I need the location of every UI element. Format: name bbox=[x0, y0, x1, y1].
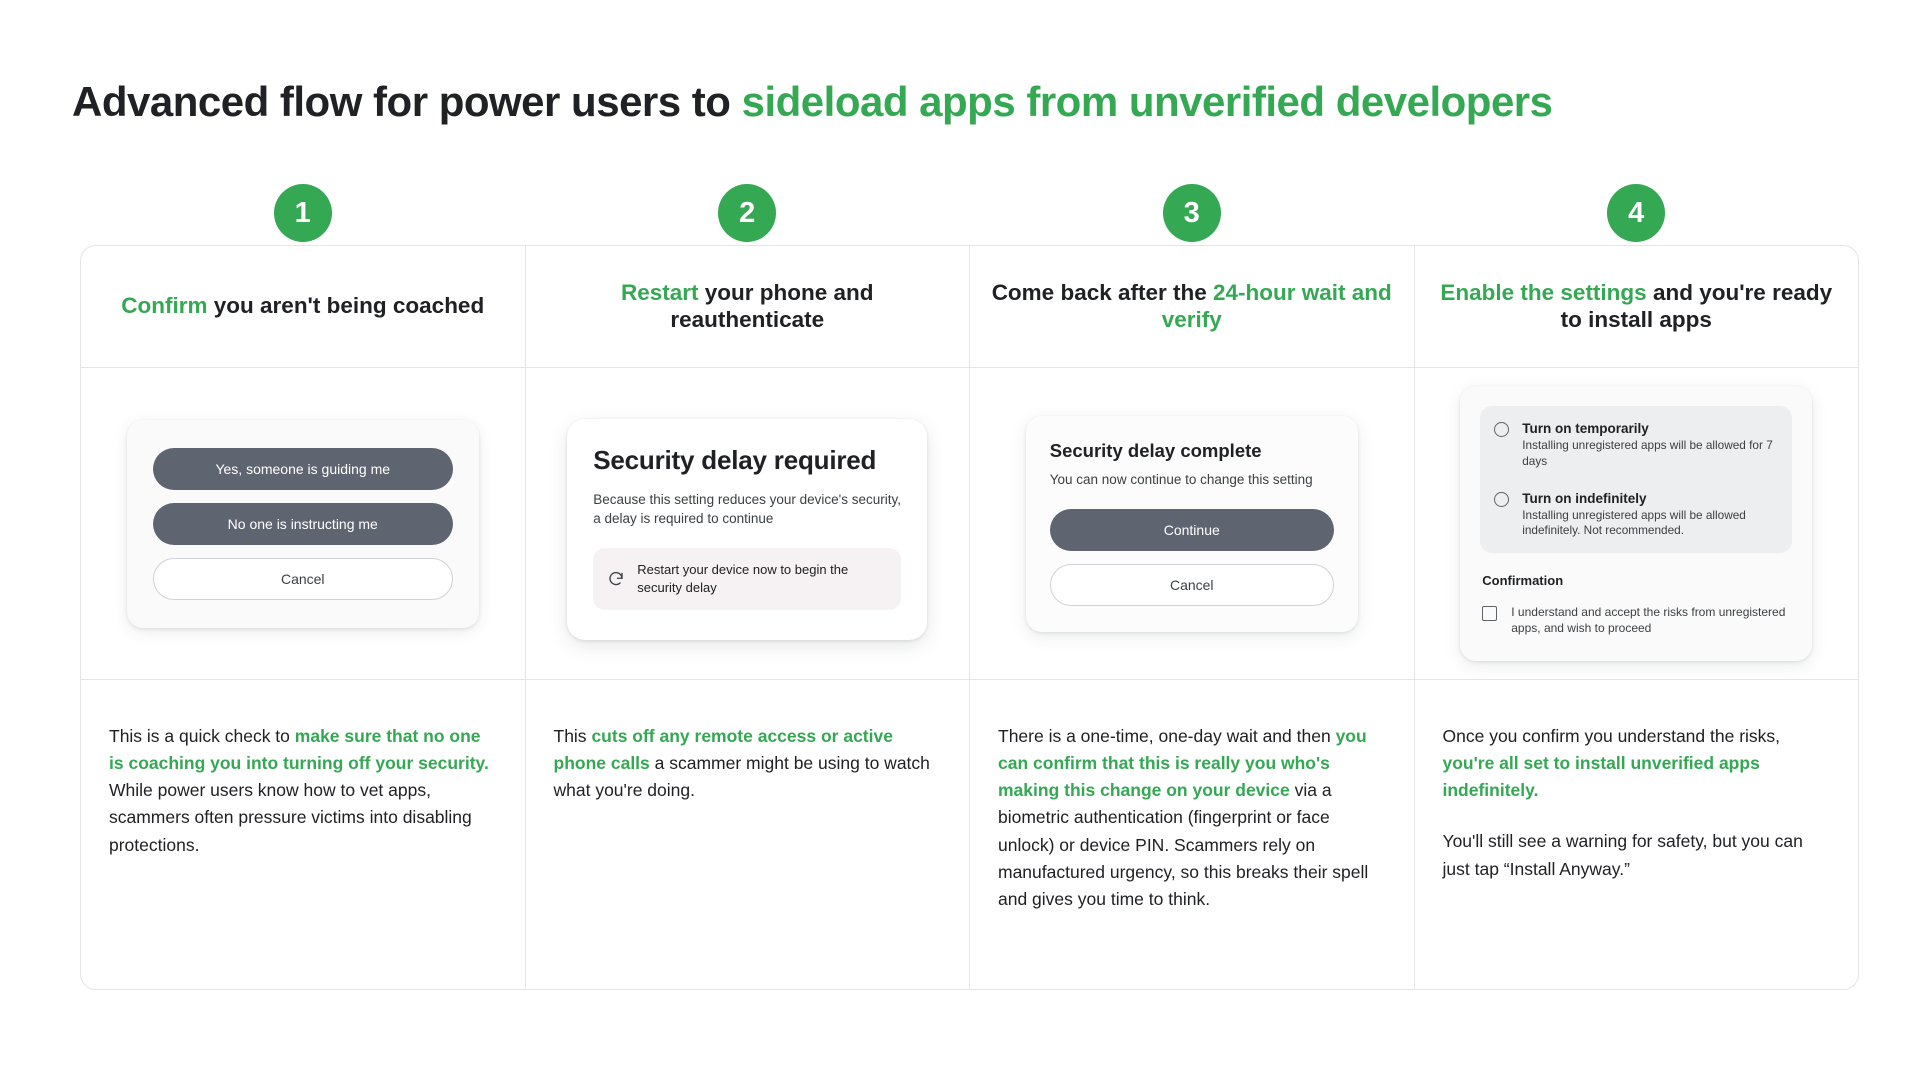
step-heading-1-green: Confirm bbox=[121, 293, 208, 319]
step-description-4 bbox=[1415, 680, 1859, 989]
radio-option-turn-on-temporarily[interactable] bbox=[1480, 410, 1792, 479]
step-heading-3-green: 24-hour wait and verify bbox=[1161, 279, 1392, 332]
step-column-2 bbox=[526, 196, 971, 989]
radio-option-title: Turn on indefinitely bbox=[1522, 490, 1647, 506]
install-settings-sheet bbox=[1460, 386, 1812, 660]
desc-seg: This is a quick check to bbox=[109, 726, 295, 746]
radio-circle-icon bbox=[1494, 422, 1509, 437]
step-heading-4 bbox=[1415, 246, 1859, 368]
step-heading-1-rest: you aren't being coached bbox=[207, 293, 485, 319]
page-title bbox=[72, 78, 1553, 126]
dialog-body: You can now continue to change this setting bbox=[1049, 471, 1313, 487]
description-paragraph bbox=[554, 723, 942, 804]
step-heading-3-rest: Come back after the bbox=[991, 279, 1214, 305]
step-column-4 bbox=[1415, 196, 1859, 989]
description-paragraph bbox=[1443, 723, 1831, 804]
confirmation-label: Confirmation bbox=[1482, 573, 1564, 589]
page-title-highlight: sideload apps from unverified developers bbox=[741, 78, 1553, 125]
step-description-3 bbox=[970, 680, 1414, 989]
continue-button[interactable]: Continue bbox=[1050, 509, 1334, 551]
desc-seg: There is a one-time, one-day wait and then bbox=[998, 726, 1336, 746]
step-mock-3 bbox=[970, 368, 1414, 680]
security-delay-complete-dialog bbox=[1026, 416, 1358, 632]
step-mock-4 bbox=[1415, 368, 1859, 680]
option-no-one-instructing-button[interactable]: No one is instructing me bbox=[153, 503, 453, 545]
description-paragraph bbox=[998, 723, 1386, 913]
risk-acceptance-label: I understand and accept the risks from unregistered apps, and wish to proceed bbox=[1511, 605, 1786, 636]
description-paragraph bbox=[109, 723, 497, 859]
step-heading-4-rest: and you're ready to install apps bbox=[1560, 279, 1833, 332]
step-column-3 bbox=[970, 196, 1415, 989]
step-heading-2-rest: your phone and reauthenticate bbox=[670, 279, 874, 332]
desc-seg-green: you're all set to install unverified apps indefinitely. bbox=[1442, 753, 1760, 801]
radio-group bbox=[1480, 406, 1792, 553]
step-description-1 bbox=[81, 680, 525, 989]
step-column-1 bbox=[81, 196, 526, 989]
desc-seg: You'll still see a warning for safety, but you can just tap “Install Anyway.” bbox=[1442, 831, 1803, 879]
step-heading-2 bbox=[526, 246, 970, 368]
step-badge-3: 3 bbox=[1163, 184, 1221, 242]
cancel-button[interactable]: Cancel bbox=[1050, 564, 1334, 606]
restart-device-action[interactable] bbox=[593, 548, 901, 609]
step-badge-2: 2 bbox=[718, 184, 776, 242]
dialog-title: Security delay required bbox=[593, 445, 877, 476]
step-badge-1: 1 bbox=[274, 184, 332, 242]
step-heading-2-green: Restart bbox=[620, 279, 699, 305]
step-heading-4-green: Enable the settings bbox=[1440, 279, 1647, 305]
radio-option-turn-on-indefinitely[interactable] bbox=[1480, 480, 1792, 549]
desc-seg: While power users know how to vet apps, scammers often pressure victims into disabling protections. bbox=[109, 780, 472, 855]
coaching-check-sheet bbox=[127, 420, 479, 628]
step-mock-2 bbox=[526, 368, 970, 680]
refresh-icon bbox=[607, 570, 625, 588]
step-badge-4: 4 bbox=[1607, 184, 1665, 242]
desc-seg: via a biometric authentication (fingerprint or face unlock) or device PIN. Scammers rely on manufactured urgency, so this breaks their spell and gives you time to think. bbox=[998, 780, 1369, 909]
dialog-title: Security delay complete bbox=[1049, 439, 1262, 461]
desc-seg-green: make sure that no one is coaching you into turning off your security. bbox=[109, 726, 489, 774]
step-heading-3 bbox=[970, 246, 1414, 368]
step-heading-1 bbox=[81, 246, 525, 368]
cancel-button[interactable]: Cancel bbox=[153, 558, 453, 600]
steps-grid bbox=[80, 196, 1859, 990]
desc-seg: This bbox=[553, 726, 592, 746]
step-description-2 bbox=[526, 680, 970, 989]
security-delay-required-dialog bbox=[567, 419, 927, 639]
page-title-plain: Advanced flow for power users to bbox=[72, 78, 742, 125]
radio-option-title: Turn on temporarily bbox=[1522, 421, 1649, 437]
dialog-body: Because this setting reduces your device's security, a delay is required to continue bbox=[593, 492, 901, 527]
desc-seg-green: you can confirm that this is really you who's making this change on your device bbox=[998, 726, 1367, 801]
option-someone-guiding-button[interactable]: Yes, someone is guiding me bbox=[153, 448, 453, 490]
radio-circle-icon bbox=[1494, 492, 1509, 507]
step-mock-1 bbox=[81, 368, 525, 680]
risk-acceptance-checkbox-row[interactable] bbox=[1480, 604, 1792, 637]
desc-seg: a scammer might be using to watch what you're doing. bbox=[553, 753, 930, 801]
radio-option-subtitle: Installing unregistered apps will be allowed indefinitely. Not recommended. bbox=[1522, 507, 1746, 538]
desc-seg: Once you confirm you understand the risks, bbox=[1442, 726, 1781, 746]
restart-device-label: Restart your device now to begin the security delay bbox=[637, 562, 849, 595]
checkbox-icon[interactable] bbox=[1482, 606, 1497, 621]
description-paragraph bbox=[1443, 828, 1831, 882]
radio-option-subtitle: Installing unregistered apps will be allowed for 7 days bbox=[1522, 438, 1773, 468]
desc-seg-green: cuts off any remote access or active phone calls bbox=[553, 726, 893, 774]
